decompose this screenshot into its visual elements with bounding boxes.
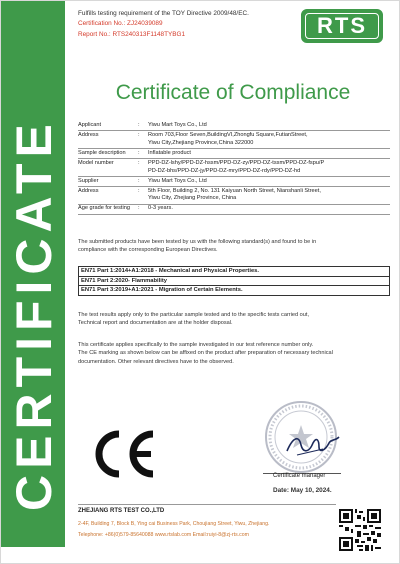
info-value: 0-3 years. <box>148 205 173 212</box>
info-value: Inflatable product <box>148 149 191 156</box>
logo-text: RTS <box>317 13 367 38</box>
divider <box>78 214 390 215</box>
info-label: Age grade for testing <box>78 205 130 212</box>
signature-icon <box>283 431 343 459</box>
paragraph-line: The CE marking as shown below can be affixed on the product after preparation of necessary technical <box>78 350 333 357</box>
info-value <box>148 160 390 176</box>
info-label: Applicant <box>78 122 102 128</box>
info-value: Yiwu Mart Toys Co., Ltd <box>148 177 207 184</box>
info-colon: : <box>138 187 140 194</box>
certification-number: Certification No.: ZJ24039089 <box>78 20 163 27</box>
info-colon: : <box>138 149 140 156</box>
footer-divider <box>78 504 336 505</box>
standard-row: EN71 Part 3:2019+A1:2021 - Migration of Certain Elements. <box>81 287 243 294</box>
info-value <box>148 188 390 204</box>
rts-logo-icon <box>301 9 383 43</box>
signatory-role: Certificate manager <box>273 473 326 479</box>
ce-mark-icon <box>89 426 159 482</box>
side-word: CERTIFICATE <box>6 118 62 511</box>
info-value-line: 5th Floor, Building 2, No. 131 Kaiyuan North Street, Nianshanli Street, <box>148 187 321 194</box>
tested-statement <box>78 238 390 255</box>
standards-table <box>78 266 390 296</box>
info-value-line: Yiwu City, Zhejiang Province, China <box>148 195 237 202</box>
info-colon: : <box>138 205 140 212</box>
info-colon: : <box>138 177 140 184</box>
info-row-applicant <box>78 122 390 130</box>
paragraph-line: documentation. Other relevant directives have to the observed. <box>78 358 234 365</box>
footer-address: 2-4F, Building 7, Block B, Ying cai Business Park, Choujiang Street, Yiwu, Zhejiang. <box>78 521 270 527</box>
info-row-age <box>78 205 390 213</box>
report-number: Report No.: RTS240313F1148TYBG1 <box>78 31 186 38</box>
qr-code-icon <box>339 509 381 551</box>
issue-date: Date: May 10, 2024. <box>273 487 332 494</box>
info-label: Supplier <box>78 177 99 184</box>
info-row-supplier <box>78 178 390 186</box>
info-value-line: PPD-DZ-lshy/PPD-DZ-hssm/PPD-DZ-zy/PPD-DZ-tssm/PPD-DZ-fspu/P <box>148 159 325 166</box>
info-colon: : <box>138 131 140 138</box>
paragraph-line: Technical report and documentation are at the holder disposal. <box>78 320 233 327</box>
info-row-supplier-address <box>78 188 390 204</box>
paragraph-line: This certificate applies specifically to the sample investigated in our test reference number only. <box>78 342 314 348</box>
info-value <box>148 132 390 148</box>
info-row-sample <box>78 150 390 158</box>
info-label: Address <box>78 131 99 138</box>
standard-row: EN71 Part 2:2020- Flammability <box>79 277 389 287</box>
footer-company: ZHEJIANG RTS TEST CO.,LTD <box>78 508 165 514</box>
results-statement <box>78 311 390 328</box>
info-row-model <box>78 160 390 176</box>
paragraph-line: The submitted products have been tested by us with the following standard(s) and found to be in <box>78 239 317 245</box>
ce-statement <box>78 341 390 366</box>
info-label: Address <box>78 187 99 194</box>
info-colon: : <box>138 159 140 166</box>
info-value-line: Room 703,Floor Seven,BuildingVI,Zhongfu Square,FutianStreet, <box>148 131 308 138</box>
footer-contact: Telephone: +86(0)579-85640088 www.rtslab.com Email:ruiyi-8@zj-rts.com <box>78 532 249 538</box>
info-row-address <box>78 132 390 148</box>
page-title: Certificate of Compliance <box>115 81 351 104</box>
info-label: Sample description <box>78 149 126 156</box>
info-value: Yiwu Mart Toys Co., Ltd <box>148 122 207 128</box>
info-colon: : <box>138 122 140 128</box>
side-band <box>1 1 65 547</box>
info-value-line: PD-DZ-bhs/PPD-DZ-jy/PPD-DZ-mry/PPD-DZ-rdy/PPD-DZ-hd <box>148 167 301 174</box>
info-label: Model number <box>78 159 114 166</box>
directive-line: Fulfills testing requirement of the TOY Directive 2009/48/EC. <box>78 10 249 17</box>
logo-frame <box>305 13 379 39</box>
paragraph-line: The test results apply only to the particular sample tested and to the specific tests carried out, <box>78 312 310 318</box>
paragraph-line: compliance with the corresponding European Directives. <box>78 247 218 254</box>
info-table <box>78 122 390 215</box>
standard-row: EN71 Part 1:2014+A1:2018 - Mechanical and Physical Properties. <box>79 267 389 277</box>
info-value-line: Yiwu City,Zhejiang Province,China 322000 <box>148 139 254 146</box>
